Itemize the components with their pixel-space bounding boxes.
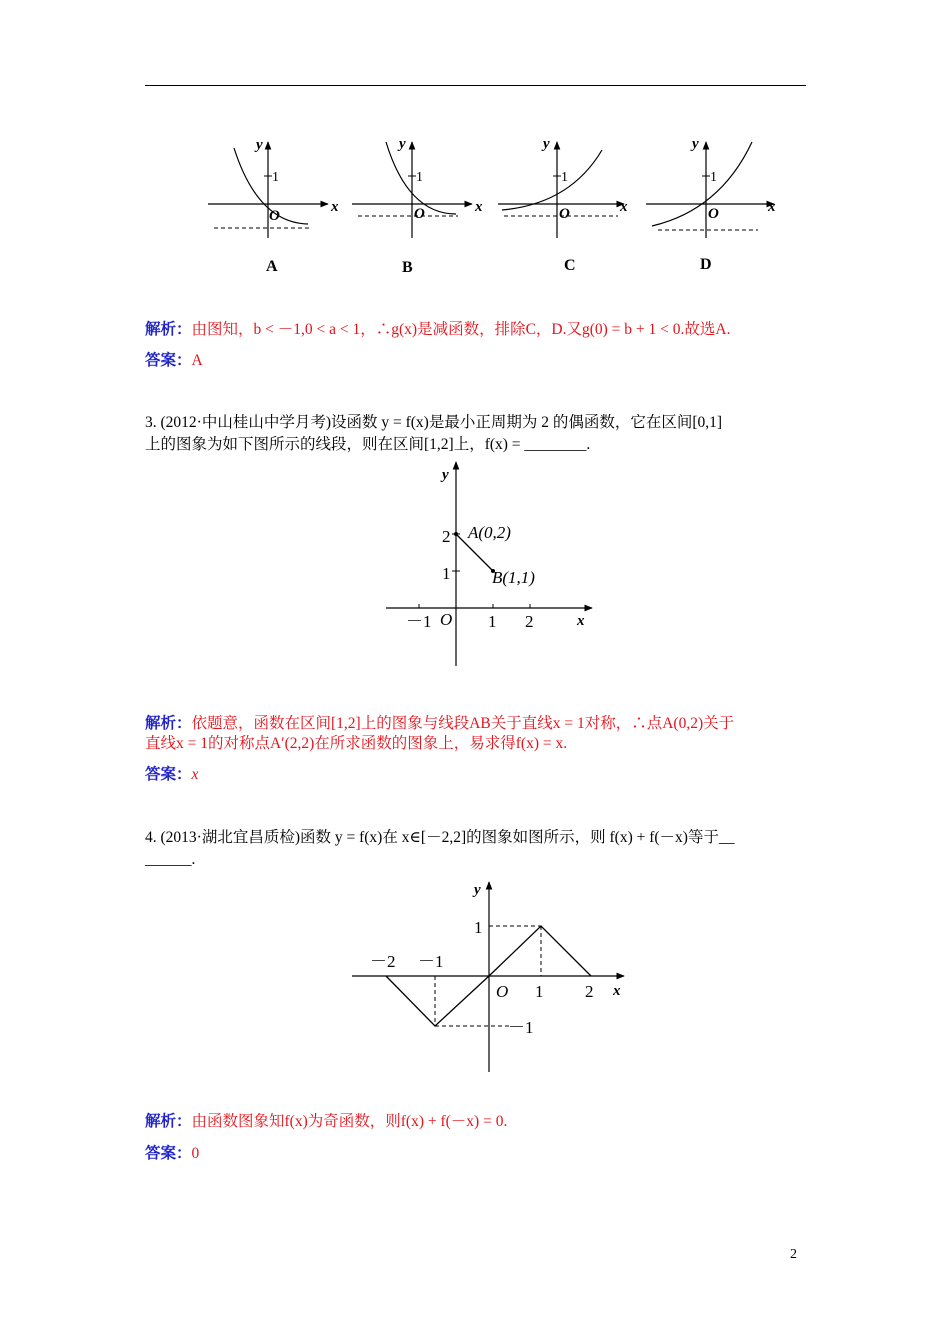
option-d-y-label: y bbox=[692, 136, 699, 152]
q3-y-tick-2: 2 bbox=[442, 527, 451, 546]
option-d-tick-1: 1 bbox=[710, 170, 717, 185]
q3-point-b-label: B(1,1) bbox=[492, 568, 535, 587]
q3-point-a-label: A(0,2) bbox=[468, 523, 511, 542]
option-c-origin: O bbox=[559, 206, 570, 222]
option-d-origin: O bbox=[708, 206, 719, 222]
q3-analysis-line-2: 直线x = 1的对称点A′(2,2)在所求函数的图象上，易求得f(x) = x. bbox=[145, 735, 568, 752]
q2-answer-label: 答案： bbox=[145, 352, 192, 369]
q3-x-tick-1: 1 bbox=[488, 612, 497, 631]
option-b-graph bbox=[352, 136, 483, 276]
option-b-y-label: y bbox=[399, 136, 406, 152]
q4-question-line-2: ______. bbox=[145, 851, 196, 868]
q3-answer-label: 答案： bbox=[145, 766, 192, 783]
q3-question-line-1: 3. (2012·中山桂山中学月考)设函数 y = f(x)是最小正周期为 2 的偶函数，它在区间[0,1] bbox=[145, 414, 723, 431]
option-c-graph bbox=[498, 136, 628, 274]
q4-x-tick-neg2: －2 bbox=[370, 952, 396, 971]
option-a-tick-1: 1 bbox=[272, 170, 279, 185]
option-d-x-label: x bbox=[768, 199, 776, 215]
header-rule bbox=[145, 85, 806, 86]
q3-question-line-2: 上的图象为如下图所示的线段，则在区间[1,2]上，f(x) = ________. bbox=[145, 436, 591, 453]
option-b-letter: B bbox=[402, 259, 413, 276]
q4-answer-label: 答案： bbox=[145, 1145, 192, 1162]
q3-x-tick-neg1: －1 bbox=[406, 612, 432, 631]
option-c-letter: C bbox=[564, 257, 576, 274]
q4-analysis bbox=[145, 1111, 806, 1133]
q3-analysis-line-1 bbox=[145, 713, 806, 735]
q4-question-line-1: 4. (2013·湖北宜昌质检)函数 y = f(x)在 x∈[－2,2]的图象如图所示，则 f(x) + f(－x)等于__ bbox=[145, 829, 735, 846]
option-a-graph bbox=[208, 137, 339, 275]
q4-x-tick-1: 1 bbox=[535, 982, 544, 1001]
q4-graph bbox=[348, 878, 633, 1074]
option-c-y-label: y bbox=[543, 136, 550, 152]
option-c-tick-1: 1 bbox=[561, 170, 568, 185]
q4-y-tick-neg1: －1 bbox=[508, 1018, 534, 1037]
q4-analysis-text: 由函数图象知f(x)为奇函数，则f(x) + f(－x) = 0. bbox=[191, 1113, 508, 1130]
q4-x-tick-2: 2 bbox=[585, 982, 594, 1001]
q3-origin: O bbox=[440, 610, 453, 629]
q3-x-axis-label: x bbox=[577, 613, 585, 629]
q3-graph bbox=[380, 458, 600, 670]
option-d-graph bbox=[646, 136, 776, 273]
q4-x-axis-label: x bbox=[613, 983, 621, 999]
q3-answer bbox=[145, 764, 806, 786]
q2-analysis-text: 由图知，b < －1,0 < a < 1，∴g(x)是减函数，排除C，D.又g(0) = b + 1 < 0.故选A. bbox=[191, 321, 731, 338]
option-d-letter: D bbox=[700, 256, 712, 273]
option-a-x-label: x bbox=[331, 199, 339, 215]
q2-options-figure bbox=[200, 128, 790, 280]
option-b-origin: O bbox=[414, 206, 425, 222]
q4-x-tick-neg1: －1 bbox=[418, 952, 444, 971]
q4-y-tick-1: 1 bbox=[474, 918, 483, 937]
q3-y-tick-1: 1 bbox=[442, 564, 451, 583]
option-a-y-label: y bbox=[256, 137, 263, 153]
q4-origin: O bbox=[496, 982, 509, 1001]
q4-answer bbox=[145, 1143, 806, 1165]
q3-analysis-label: 解析： bbox=[145, 715, 192, 732]
q2-analysis-label: 解析： bbox=[145, 321, 192, 338]
option-a-letter: A bbox=[266, 258, 278, 275]
q4-y-axis-label: y bbox=[474, 882, 481, 898]
q2-analysis bbox=[145, 319, 806, 341]
page-number: 2 bbox=[790, 1247, 797, 1262]
q2-answer bbox=[145, 350, 806, 372]
q3-analysis-text-1: 依题意，函数在区间[1,2]上的图象与线段AB关于直线x = 1对称，∴点A(0,2)关于 bbox=[191, 715, 735, 732]
option-b-x-label: x bbox=[475, 199, 483, 215]
q3-answer-text: x bbox=[191, 766, 199, 783]
q3-x-tick-2: 2 bbox=[525, 612, 534, 631]
option-a-origin: O bbox=[269, 208, 280, 224]
q4-analysis-label: 解析： bbox=[145, 1113, 192, 1130]
q3-y-axis-label: y bbox=[442, 467, 449, 483]
option-b-tick-1: 1 bbox=[416, 170, 423, 185]
option-c-x-label: x bbox=[620, 199, 628, 215]
q4-answer-text: 0 bbox=[191, 1145, 200, 1162]
q2-answer-text: A bbox=[191, 352, 203, 369]
